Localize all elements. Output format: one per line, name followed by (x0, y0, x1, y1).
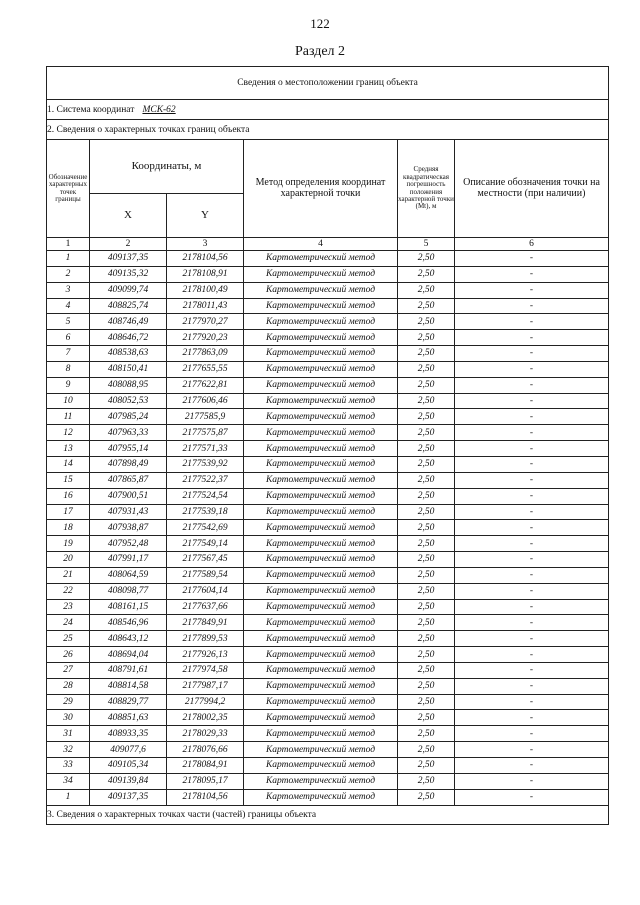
table-row (47, 726, 609, 742)
description-cell: - (455, 599, 609, 615)
method-cell: Картометрический метод (244, 298, 398, 314)
description-cell: - (455, 773, 609, 789)
description-cell: - (455, 298, 609, 314)
method-cell: Картометрический метод (244, 615, 398, 631)
method-cell: Картометрический метод (244, 346, 398, 362)
coord-y: 2177575,87 (167, 425, 244, 441)
coord-x: 408646,72 (90, 330, 167, 346)
coord-x: 409099,74 (90, 282, 167, 298)
description-cell: - (455, 456, 609, 472)
point-number: 32 (47, 742, 90, 758)
description-cell: - (455, 742, 609, 758)
coord-x: 407991,17 (90, 552, 167, 568)
method-cell: Картометрический метод (244, 552, 398, 568)
table-row (47, 694, 609, 710)
accuracy-cell: 2,50 (398, 456, 455, 472)
method-cell: Картометрический метод (244, 456, 398, 472)
table-title: Сведения о местоположении границ объекта (47, 67, 609, 100)
header-coordinates: Координаты, м (90, 140, 244, 194)
description-cell: - (455, 631, 609, 647)
point-number: 14 (47, 456, 90, 472)
accuracy-cell: 2,50 (398, 789, 455, 805)
table-row (47, 583, 609, 599)
point-number: 22 (47, 583, 90, 599)
header-point-designation: Обозначение характерных точек границы (47, 140, 90, 238)
coord-x: 408791,61 (90, 662, 167, 678)
method-cell: Картометрический метод (244, 789, 398, 805)
accuracy-cell: 2,50 (398, 520, 455, 536)
accuracy-cell: 2,50 (398, 314, 455, 330)
method-cell: Картометрический метод (244, 758, 398, 774)
coord-x: 407955,14 (90, 441, 167, 457)
point-number: 28 (47, 678, 90, 694)
accuracy-cell: 2,50 (398, 678, 455, 694)
accuracy-cell: 2,50 (398, 266, 455, 282)
coord-x: 408052,53 (90, 393, 167, 409)
coord-x: 407985,24 (90, 409, 167, 425)
method-cell: Картометрический метод (244, 504, 398, 520)
table-row (47, 282, 609, 298)
accuracy-cell: 2,50 (398, 346, 455, 362)
point-number: 24 (47, 615, 90, 631)
point-number: 20 (47, 552, 90, 568)
coord-y: 2177987,17 (167, 678, 244, 694)
description-cell: - (455, 441, 609, 457)
description-cell: - (455, 266, 609, 282)
description-cell: - (455, 472, 609, 488)
accuracy-cell: 2,50 (398, 615, 455, 631)
coord-x: 407865,87 (90, 472, 167, 488)
accuracy-cell: 2,50 (398, 552, 455, 568)
table-row (47, 425, 609, 441)
coord-y: 2177539,18 (167, 504, 244, 520)
table-row (47, 758, 609, 774)
description-cell: - (455, 251, 609, 267)
coord-y: 2177974,58 (167, 662, 244, 678)
accuracy-cell: 2,50 (398, 441, 455, 457)
point-number: 19 (47, 536, 90, 552)
coord-y: 2177571,33 (167, 441, 244, 457)
table-row (47, 361, 609, 377)
accuracy-cell: 2,50 (398, 488, 455, 504)
accuracy-cell: 2,50 (398, 726, 455, 742)
point-number: 6 (47, 330, 90, 346)
coord-x: 408694,04 (90, 647, 167, 663)
point-number: 27 (47, 662, 90, 678)
accuracy-cell: 2,50 (398, 504, 455, 520)
coord-y: 2177549,14 (167, 536, 244, 552)
description-cell: - (455, 647, 609, 663)
coord-y: 2178084,91 (167, 758, 244, 774)
table-row (47, 504, 609, 520)
coord-y: 2178100,49 (167, 282, 244, 298)
section-title: Раздел 2 (294, 44, 346, 59)
coord-y: 2178011,43 (167, 298, 244, 314)
method-cell: Картометрический метод (244, 567, 398, 583)
method-cell: Картометрический метод (244, 377, 398, 393)
coord-y: 2177606,46 (167, 393, 244, 409)
header-x: X (90, 194, 167, 238)
point-number: 16 (47, 488, 90, 504)
description-cell: - (455, 346, 609, 362)
accuracy-cell: 2,50 (398, 251, 455, 267)
point-number: 17 (47, 504, 90, 520)
description-cell: - (455, 282, 609, 298)
point-number: 13 (47, 441, 90, 457)
description-cell: - (455, 504, 609, 520)
accuracy-cell: 2,50 (398, 599, 455, 615)
table-row (47, 520, 609, 536)
coord-x: 408933,35 (90, 726, 167, 742)
table-row (47, 251, 609, 267)
method-cell: Картометрический метод (244, 488, 398, 504)
point-number: 21 (47, 567, 90, 583)
description-cell: - (455, 710, 609, 726)
coord-y: 2177604,14 (167, 583, 244, 599)
coord-y: 2177539,92 (167, 456, 244, 472)
description-cell: - (455, 409, 609, 425)
coord-y: 2178029,33 (167, 726, 244, 742)
table-row (47, 615, 609, 631)
description-cell: - (455, 567, 609, 583)
table-row (47, 631, 609, 647)
table-row (47, 599, 609, 615)
description-cell: - (455, 615, 609, 631)
coord-y: 2177522,37 (167, 472, 244, 488)
accuracy-cell: 2,50 (398, 409, 455, 425)
header-accuracy: Средняя квадратическая погрешность положения характерной точки (Мt), м (398, 140, 455, 238)
coord-y: 2177899,53 (167, 631, 244, 647)
table-row (47, 393, 609, 409)
table-row (47, 567, 609, 583)
description-cell: - (455, 662, 609, 678)
point-number: 31 (47, 726, 90, 742)
coord-x: 408814,58 (90, 678, 167, 694)
accuracy-cell: 2,50 (398, 377, 455, 393)
method-cell: Картометрический метод (244, 536, 398, 552)
accuracy-cell: 2,50 (398, 567, 455, 583)
description-cell: - (455, 361, 609, 377)
coord-x: 407898,49 (90, 456, 167, 472)
description-cell: - (455, 789, 609, 805)
page-number: 122 (310, 16, 330, 31)
parts-heading: 3. Сведения о характерных точках части (частей) границы объекта (47, 805, 609, 824)
accuracy-cell: 2,50 (398, 583, 455, 599)
method-cell: Картометрический метод (244, 361, 398, 377)
accuracy-cell: 2,50 (398, 282, 455, 298)
description-cell: - (455, 520, 609, 536)
boundary-table (46, 66, 609, 825)
method-cell: Картометрический метод (244, 647, 398, 663)
table-row (47, 266, 609, 282)
header-y: Y (167, 194, 244, 238)
points-heading: 2. Сведения о характерных точках границ объекта (47, 120, 609, 140)
coord-x: 408150,41 (90, 361, 167, 377)
method-cell: Картометрический метод (244, 282, 398, 298)
point-number: 8 (47, 361, 90, 377)
point-number: 29 (47, 694, 90, 710)
point-number: 15 (47, 472, 90, 488)
accuracy-cell: 2,50 (398, 361, 455, 377)
coord-y: 2178104,56 (167, 789, 244, 805)
accuracy-cell: 2,50 (398, 298, 455, 314)
coord-x: 409137,35 (90, 251, 167, 267)
method-cell: Картометрический метод (244, 425, 398, 441)
coord-system-row (47, 100, 609, 120)
coord-x: 409135,32 (90, 266, 167, 282)
accuracy-cell: 2,50 (398, 773, 455, 789)
coord-y: 2177567,45 (167, 552, 244, 568)
coord-y: 2177849,91 (167, 615, 244, 631)
method-cell: Картометрический метод (244, 266, 398, 282)
accuracy-cell: 2,50 (398, 472, 455, 488)
accuracy-cell: 2,50 (398, 710, 455, 726)
table-row (47, 662, 609, 678)
table-row (47, 472, 609, 488)
method-cell: Картометрический метод (244, 631, 398, 647)
column-number: 3 (167, 238, 244, 251)
accuracy-cell: 2,50 (398, 425, 455, 441)
coord-y: 2177655,55 (167, 361, 244, 377)
coord-x: 407963,33 (90, 425, 167, 441)
point-number: 9 (47, 377, 90, 393)
coord-x: 408746,49 (90, 314, 167, 330)
point-number: 3 (47, 282, 90, 298)
coord-y: 2177970,27 (167, 314, 244, 330)
description-cell: - (455, 583, 609, 599)
table-row (47, 298, 609, 314)
coord-y: 2177863,09 (167, 346, 244, 362)
coord-y: 2178104,56 (167, 251, 244, 267)
method-cell: Картометрический метод (244, 773, 398, 789)
method-cell: Картометрический метод (244, 726, 398, 742)
table-row (47, 742, 609, 758)
description-cell: - (455, 536, 609, 552)
accuracy-cell: 2,50 (398, 330, 455, 346)
coord-x: 407938,87 (90, 520, 167, 536)
point-number: 5 (47, 314, 90, 330)
coord-x: 408851,63 (90, 710, 167, 726)
coord-system-value: МСК-62 (142, 104, 176, 115)
accuracy-cell: 2,50 (398, 631, 455, 647)
method-cell: Картометрический метод (244, 393, 398, 409)
header-description: Описание обозначения точки на местности (при наличии) (455, 140, 609, 238)
description-cell: - (455, 678, 609, 694)
accuracy-cell: 2,50 (398, 662, 455, 678)
point-number: 26 (47, 647, 90, 663)
coord-y: 2178002,35 (167, 710, 244, 726)
table-row (47, 552, 609, 568)
coord-y: 2178108,91 (167, 266, 244, 282)
point-number: 30 (47, 710, 90, 726)
point-number: 23 (47, 599, 90, 615)
coord-x: 408538,63 (90, 346, 167, 362)
column-number: 1 (47, 238, 90, 251)
method-cell: Картометрический метод (244, 742, 398, 758)
table-row (47, 789, 609, 805)
column-number: 6 (455, 238, 609, 251)
coord-x: 408161,15 (90, 599, 167, 615)
method-cell: Картометрический метод (244, 330, 398, 346)
point-number: 12 (47, 425, 90, 441)
method-cell: Картометрический метод (244, 662, 398, 678)
table-row (47, 314, 609, 330)
table-row (47, 330, 609, 346)
table-row (47, 441, 609, 457)
method-cell: Картометрический метод (244, 583, 398, 599)
point-number: 1 (47, 251, 90, 267)
method-cell: Картометрический метод (244, 314, 398, 330)
accuracy-cell: 2,50 (398, 742, 455, 758)
coord-x: 408546,96 (90, 615, 167, 631)
coord-x: 408064,59 (90, 567, 167, 583)
coord-y: 2177589,54 (167, 567, 244, 583)
column-numbers-row (47, 238, 609, 251)
description-cell: - (455, 758, 609, 774)
accuracy-cell: 2,50 (398, 393, 455, 409)
coord-y: 2177920,23 (167, 330, 244, 346)
method-cell: Картометрический метод (244, 409, 398, 425)
method-cell: Картометрический метод (244, 710, 398, 726)
point-number: 1 (47, 789, 90, 805)
accuracy-cell: 2,50 (398, 647, 455, 663)
table-row (47, 678, 609, 694)
accuracy-cell: 2,50 (398, 694, 455, 710)
coord-x: 408829,77 (90, 694, 167, 710)
point-number: 10 (47, 393, 90, 409)
coord-y: 2177524,54 (167, 488, 244, 504)
table-row (47, 456, 609, 472)
coord-y: 2177542,69 (167, 520, 244, 536)
coord-x: 409139,84 (90, 773, 167, 789)
point-number: 2 (47, 266, 90, 282)
column-number: 4 (244, 238, 398, 251)
description-cell: - (455, 425, 609, 441)
header-method: Метод определения координат характерной точки (244, 140, 398, 238)
coord-y: 2177622,81 (167, 377, 244, 393)
coord-x: 409137,35 (90, 789, 167, 805)
coord-y: 2177637,66 (167, 599, 244, 615)
point-number: 11 (47, 409, 90, 425)
point-number: 18 (47, 520, 90, 536)
point-number: 4 (47, 298, 90, 314)
point-number: 33 (47, 758, 90, 774)
table-row (47, 377, 609, 393)
column-number: 2 (90, 238, 167, 251)
point-number: 25 (47, 631, 90, 647)
method-cell: Картометрический метод (244, 678, 398, 694)
method-cell: Картометрический метод (244, 694, 398, 710)
coord-x: 409077,6 (90, 742, 167, 758)
point-number: 34 (47, 773, 90, 789)
table-row (47, 409, 609, 425)
point-number: 7 (47, 346, 90, 362)
coord-x: 408643,12 (90, 631, 167, 647)
coord-y: 2177994,2 (167, 694, 244, 710)
coord-x: 407900,51 (90, 488, 167, 504)
coord-y: 2177585,9 (167, 409, 244, 425)
coord-x: 408098,77 (90, 583, 167, 599)
description-cell: - (455, 314, 609, 330)
coord-y: 2178076,66 (167, 742, 244, 758)
method-cell: Картометрический метод (244, 520, 398, 536)
description-cell: - (455, 694, 609, 710)
table-row (47, 710, 609, 726)
description-cell: - (455, 330, 609, 346)
coord-y: 2177926,13 (167, 647, 244, 663)
description-cell: - (455, 377, 609, 393)
coord-x: 408825,74 (90, 298, 167, 314)
method-cell: Картометрический метод (244, 599, 398, 615)
description-cell: - (455, 726, 609, 742)
accuracy-cell: 2,50 (398, 536, 455, 552)
coord-system-label: 1. Система координат (47, 104, 135, 115)
table-row (47, 647, 609, 663)
accuracy-cell: 2,50 (398, 758, 455, 774)
description-cell: - (455, 552, 609, 568)
method-cell: Картометрический метод (244, 441, 398, 457)
method-cell: Картометрический метод (244, 251, 398, 267)
coord-x: 407931,43 (90, 504, 167, 520)
coord-x: 408088,95 (90, 377, 167, 393)
table-row (47, 773, 609, 789)
coord-y: 2178095,17 (167, 773, 244, 789)
table-row (47, 346, 609, 362)
coord-x: 407952,48 (90, 536, 167, 552)
table-row (47, 488, 609, 504)
coord-x: 409105,34 (90, 758, 167, 774)
method-cell: Картометрический метод (244, 472, 398, 488)
table-row (47, 536, 609, 552)
description-cell: - (455, 393, 609, 409)
column-number: 5 (398, 238, 455, 251)
description-cell: - (455, 488, 609, 504)
